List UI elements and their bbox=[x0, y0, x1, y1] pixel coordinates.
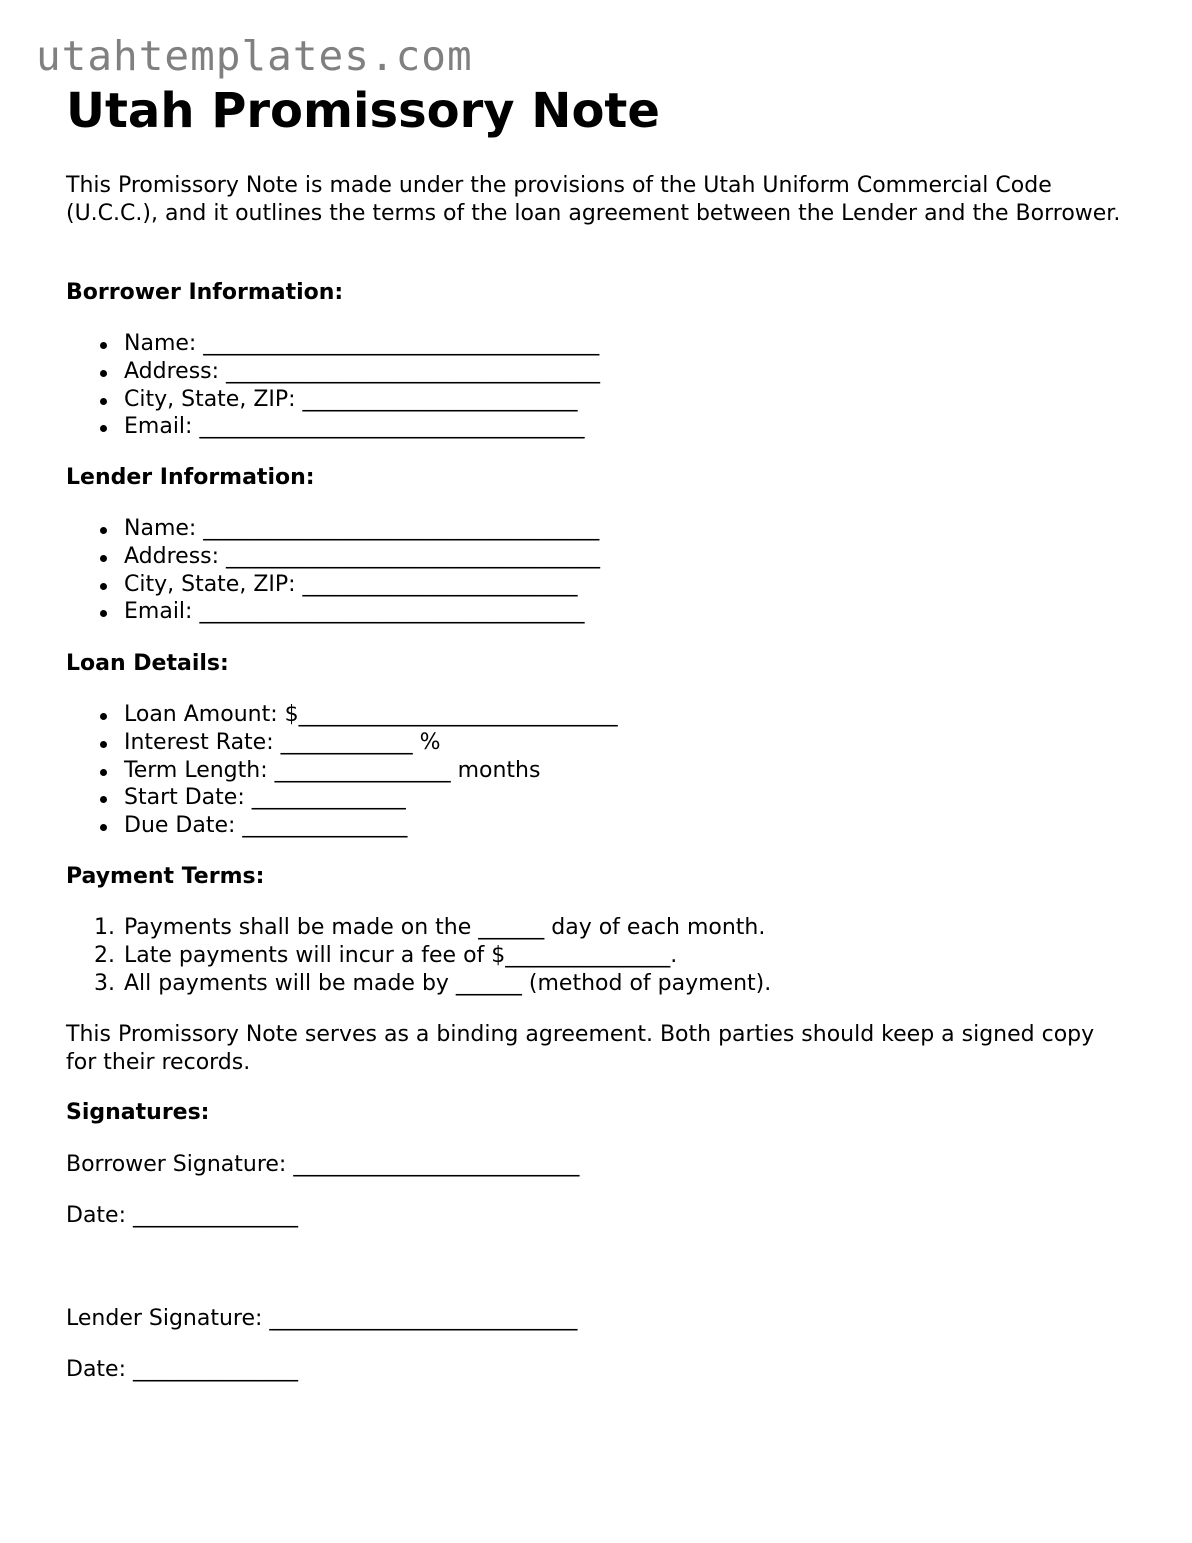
loan-heading: Loan Details: bbox=[66, 651, 229, 676]
borrower-email-field[interactable]: Email: ___________________________________ bbox=[66, 413, 600, 441]
loan-amount-field[interactable]: Loan Amount: $_____________________________ bbox=[66, 701, 618, 729]
payment-list bbox=[66, 914, 771, 997]
page-title: Utah Promissory Note bbox=[66, 83, 660, 139]
lender-email-field[interactable]: Email: ___________________________________ bbox=[66, 598, 600, 626]
payment-term-text: Payments shall be made on the ______ day of each month. bbox=[124, 915, 766, 940]
lender-address-field[interactable]: Address: __________________________________ bbox=[66, 543, 600, 571]
borrower-city-field[interactable]: City, State, ZIP: _________________________ bbox=[66, 386, 600, 414]
watermark: utahtemplates.com bbox=[36, 32, 473, 80]
lender-heading: Lender Information: bbox=[66, 465, 315, 490]
lender-city-field[interactable]: City, State, ZIP: _________________________ bbox=[66, 571, 600, 599]
lender-date-field[interactable]: Date: _______________ bbox=[66, 1357, 298, 1382]
due-date-field[interactable]: Due Date: _______________ bbox=[66, 812, 618, 840]
list-number: 2. bbox=[94, 942, 115, 968]
intro-paragraph: This Promissory Note is made under the provisions of the Utah Uniform Commercial Code (U.C.C.), and it outlines the terms of the loan agreement between the Lender and the Borrower. bbox=[66, 173, 1121, 226]
interest-rate-field[interactable]: Interest Rate: ____________ % bbox=[66, 729, 618, 757]
list-number: 3. bbox=[94, 970, 115, 996]
payment-term-1[interactable] bbox=[66, 914, 771, 942]
start-date-field[interactable]: Start Date: ______________ bbox=[66, 784, 618, 812]
lender-signature-field[interactable]: Lender Signature: ____________________________ bbox=[66, 1306, 578, 1331]
payment-term-text: Late payments will incur a fee of $_______________. bbox=[124, 942, 678, 968]
payment-term-text: All payments will be made by ______ (method of payment). bbox=[124, 970, 772, 996]
borrower-address-field[interactable]: Address: __________________________________ bbox=[66, 358, 600, 386]
list-number: 1. bbox=[94, 915, 115, 940]
lender-list bbox=[66, 515, 600, 626]
borrower-list bbox=[66, 330, 600, 441]
loan-list bbox=[66, 701, 618, 840]
lender-name-field[interactable]: Name: ____________________________________ bbox=[66, 515, 600, 543]
payment-term-3[interactable] bbox=[66, 970, 771, 998]
borrower-date-field[interactable]: Date: _______________ bbox=[66, 1203, 298, 1228]
term-length-field[interactable]: Term Length: ________________ months bbox=[66, 757, 618, 785]
borrower-heading: Borrower Information: bbox=[66, 280, 344, 305]
borrower-name-field[interactable]: Name: ____________________________________ bbox=[66, 330, 600, 358]
closing-paragraph: This Promissory Note serves as a binding agreement. Both parties should keep a signed copy for their records. bbox=[66, 1022, 1095, 1075]
payment-heading: Payment Terms: bbox=[66, 864, 265, 889]
payment-term-2[interactable] bbox=[66, 942, 771, 970]
borrower-signature-field[interactable]: Borrower Signature: __________________________ bbox=[66, 1152, 580, 1177]
signatures-heading: Signatures: bbox=[66, 1100, 210, 1125]
